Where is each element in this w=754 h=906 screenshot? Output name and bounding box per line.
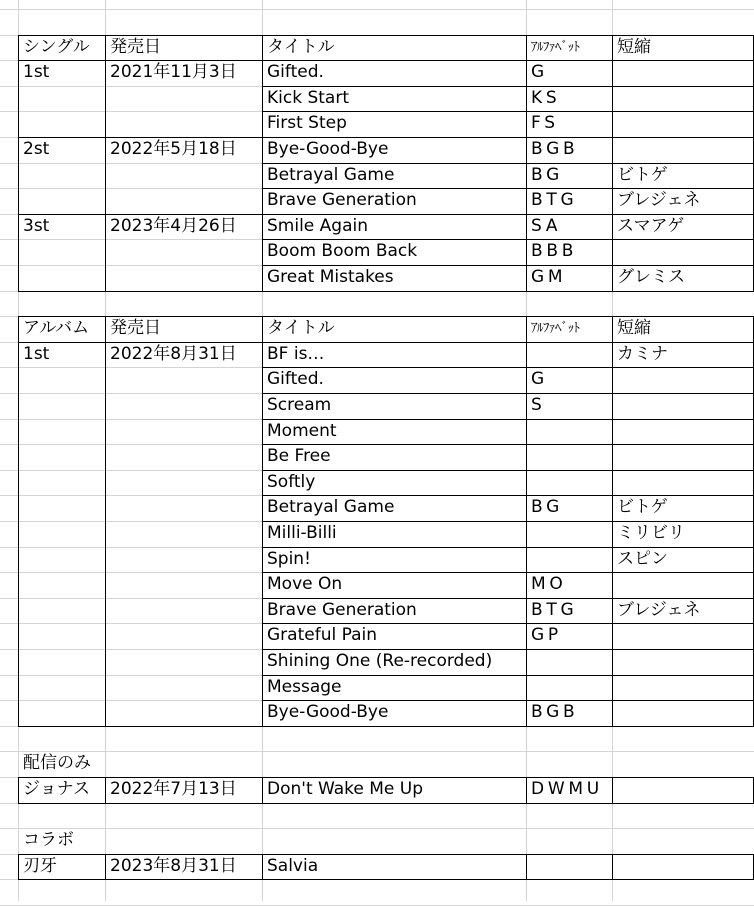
cell[interactable] — [613, 675, 754, 700]
cell[interactable] — [106, 470, 262, 495]
header-cell[interactable]: ｱﾙﾌｧﾍﾞｯﾄ — [531, 321, 580, 336]
cell[interactable]: Grateful Pain — [267, 625, 377, 645]
cell[interactable] — [613, 649, 754, 674]
cell[interactable]: BGB — [531, 702, 579, 722]
cell[interactable] — [19, 700, 105, 725]
cell[interactable]: BG — [531, 165, 564, 185]
cell[interactable] — [19, 521, 105, 546]
cell[interactable]: Milli-Billi — [267, 523, 337, 543]
cell[interactable]: 3st — [23, 216, 50, 236]
cell[interactable] — [106, 598, 262, 623]
cell[interactable]: Move On — [267, 574, 343, 594]
cell[interactable]: Kick Start — [267, 88, 349, 108]
cell[interactable] — [106, 86, 262, 111]
cell[interactable]: 2st — [23, 139, 50, 159]
cell[interactable]: Message — [267, 677, 342, 697]
cell[interactable]: ビトゲ — [617, 497, 668, 517]
cell[interactable] — [613, 137, 754, 162]
cell[interactable]: GP — [531, 625, 562, 645]
cell[interactable]: Betrayal Game — [267, 165, 395, 185]
cell[interactable]: Brave Generation — [267, 190, 417, 210]
cell[interactable] — [19, 547, 105, 572]
cell[interactable] — [19, 111, 105, 136]
header-cell[interactable]: 発売日 — [110, 37, 161, 57]
grid-row-line — [0, 9, 754, 10]
cell[interactable]: 2022年7月13日 — [110, 779, 237, 799]
cell[interactable]: Smile Again — [267, 216, 368, 236]
cell[interactable] — [19, 393, 105, 418]
cell[interactable] — [106, 188, 262, 213]
cell[interactable]: Boom Boom Back — [267, 241, 418, 261]
cell[interactable] — [527, 547, 612, 572]
header-cell[interactable]: ｱﾙﾌｧﾍﾞｯﾄ — [531, 40, 580, 55]
border-horizontal — [18, 291, 754, 292]
cell[interactable]: Great Mistakes — [267, 267, 394, 287]
cell[interactable] — [613, 419, 754, 444]
cell[interactable]: BG — [531, 497, 564, 517]
cell[interactable] — [106, 623, 262, 648]
cell[interactable]: カミナ — [617, 344, 668, 364]
cell[interactable]: BGB — [531, 139, 579, 159]
cell[interactable] — [19, 495, 105, 520]
cell[interactable]: 配信のみ — [23, 753, 91, 773]
cell[interactable]: 2022年5月18日 — [110, 139, 237, 159]
border-horizontal — [18, 879, 754, 880]
cell[interactable] — [19, 239, 105, 264]
cell[interactable] — [106, 700, 262, 725]
cell[interactable]: Salvia — [267, 856, 319, 876]
cell[interactable]: Be Free — [267, 446, 331, 466]
header-cell[interactable]: 短縮 — [617, 37, 651, 57]
cell[interactable]: 2023年8月31日 — [110, 856, 237, 876]
cell[interactable]: スマアゲ — [617, 216, 685, 236]
cell[interactable] — [106, 111, 262, 136]
cell[interactable] — [613, 239, 754, 264]
header-cell[interactable]: アルバム — [23, 318, 90, 338]
cell[interactable]: グレミス — [617, 267, 685, 287]
cell[interactable]: Gifted. — [267, 369, 324, 389]
cell[interactable]: Shining One (Re-recorded) — [267, 651, 493, 671]
cell[interactable] — [106, 649, 262, 674]
cell[interactable] — [19, 188, 105, 213]
cell[interactable] — [106, 163, 262, 188]
cell[interactable] — [613, 393, 754, 418]
cell[interactable]: GM — [531, 267, 567, 287]
cell[interactable]: S — [531, 395, 546, 415]
cell[interactable]: 2023年4月26日 — [110, 216, 237, 236]
cell[interactable]: スピン — [617, 549, 668, 569]
cell[interactable]: Scream — [267, 395, 332, 415]
cell[interactable] — [19, 675, 105, 700]
cell[interactable]: G — [531, 369, 548, 389]
cell[interactable]: ブレジェネ — [617, 190, 701, 210]
cell[interactable]: FS — [531, 113, 559, 133]
cell[interactable] — [527, 444, 612, 469]
cell[interactable]: コラボ — [23, 830, 74, 850]
cell[interactable] — [613, 700, 754, 725]
cell[interactable] — [19, 623, 105, 648]
cell[interactable] — [106, 239, 262, 264]
cell[interactable] — [106, 572, 262, 597]
cell[interactable] — [19, 444, 105, 469]
cell[interactable]: Softly — [267, 472, 316, 492]
header-cell[interactable]: 短縮 — [617, 318, 651, 338]
border-horizontal — [18, 726, 754, 727]
cell[interactable] — [19, 86, 105, 111]
cell[interactable] — [613, 470, 754, 495]
cell[interactable] — [527, 470, 612, 495]
cell[interactable] — [613, 854, 754, 879]
cell[interactable] — [19, 265, 105, 290]
cell[interactable] — [19, 572, 105, 597]
cell[interactable] — [613, 777, 754, 802]
cell[interactable] — [106, 419, 262, 444]
cell[interactable]: Don't Wake Me Up — [267, 779, 424, 799]
cell[interactable]: Bye-Good-Bye — [267, 702, 389, 722]
header-cell[interactable]: タイトル — [267, 318, 335, 338]
cell[interactable]: Moment — [267, 421, 337, 441]
cell[interactable]: Brave Generation — [267, 600, 417, 620]
cell[interactable] — [106, 444, 262, 469]
cell[interactable] — [613, 60, 754, 85]
cell[interactable]: 2021年11月3日 — [110, 62, 237, 82]
cell[interactable]: ミリビリ — [617, 523, 685, 543]
cell[interactable]: BTG — [531, 600, 578, 620]
cell[interactable]: Betrayal Game — [267, 497, 395, 517]
cell[interactable] — [527, 342, 612, 367]
cell[interactable]: 1st — [23, 344, 50, 364]
cell[interactable] — [19, 470, 105, 495]
cell[interactable]: Spin! — [267, 549, 311, 569]
cell[interactable] — [106, 367, 262, 392]
cell[interactable] — [106, 547, 262, 572]
cell[interactable] — [613, 623, 754, 648]
cell[interactable]: G — [531, 62, 548, 82]
cell[interactable] — [106, 393, 262, 418]
cell[interactable]: First Step — [267, 113, 347, 133]
cell[interactable] — [527, 675, 612, 700]
cell[interactable] — [19, 598, 105, 623]
cell[interactable]: Gifted. — [267, 62, 324, 82]
border-horizontal — [18, 803, 754, 804]
cell[interactable] — [613, 367, 754, 392]
cell[interactable]: Bye-Good-Bye — [267, 139, 389, 159]
cell[interactable] — [106, 675, 262, 700]
cell[interactable]: ブレジェネ — [617, 600, 701, 620]
cell[interactable]: KS — [531, 88, 561, 108]
cell[interactable]: 1st — [23, 62, 50, 82]
header-cell[interactable]: シングル — [23, 37, 90, 57]
cell[interactable] — [527, 419, 612, 444]
header-cell[interactable]: タイトル — [267, 37, 335, 57]
cell[interactable]: BBB — [531, 241, 578, 261]
cell[interactable]: ジョナス — [23, 779, 90, 799]
cell[interactable]: SA — [531, 216, 562, 236]
cell[interactable]: 刃牙 — [23, 856, 57, 876]
cell[interactable] — [106, 495, 262, 520]
cell[interactable] — [613, 444, 754, 469]
cell[interactable] — [613, 572, 754, 597]
cell[interactable] — [19, 419, 105, 444]
cell[interactable]: ビトゲ — [617, 165, 668, 185]
cell[interactable] — [527, 854, 612, 879]
cell[interactable]: MO — [531, 574, 567, 594]
cell[interactable] — [106, 265, 262, 290]
cell[interactable] — [527, 649, 612, 674]
cell[interactable] — [19, 367, 105, 392]
cell[interactable]: 2022年8月31日 — [110, 344, 237, 364]
cell[interactable]: BF is… — [267, 344, 325, 364]
cell[interactable]: BTG — [531, 190, 578, 210]
header-cell[interactable]: 発売日 — [110, 318, 161, 338]
cell[interactable] — [19, 163, 105, 188]
cell[interactable] — [106, 521, 262, 546]
cell[interactable] — [613, 111, 754, 136]
cell[interactable] — [613, 86, 754, 111]
cell[interactable] — [19, 649, 105, 674]
cell[interactable] — [527, 521, 612, 546]
cell[interactable]: DWMU — [531, 779, 603, 799]
